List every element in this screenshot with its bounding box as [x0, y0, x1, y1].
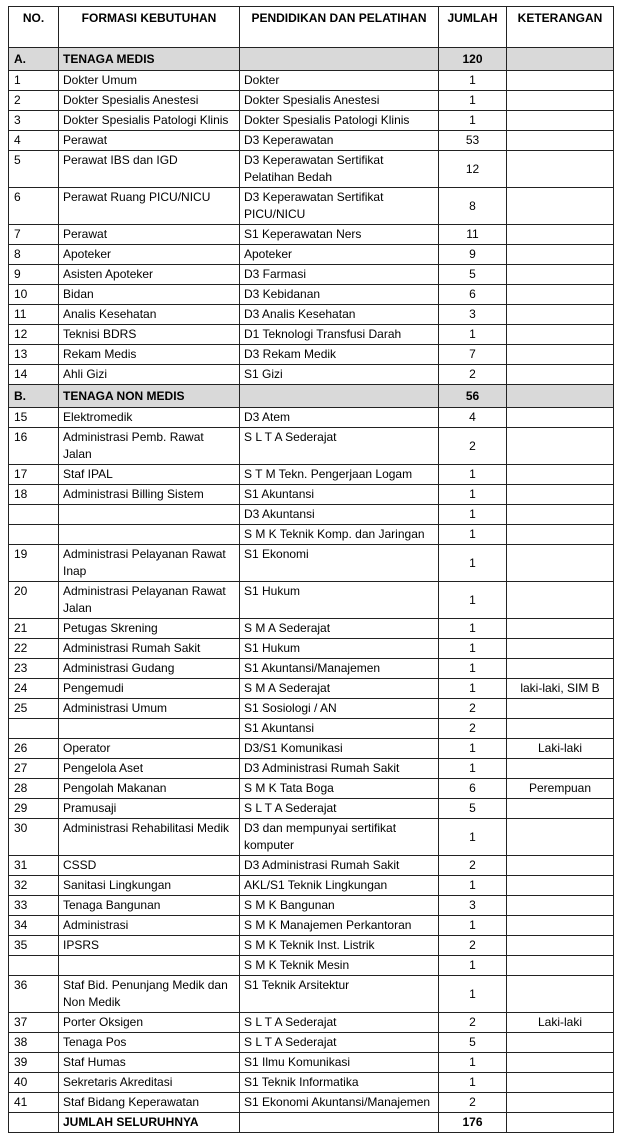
cell-formasi: Administrasi Billing Sistem — [59, 485, 240, 505]
cell-no — [9, 719, 59, 739]
cell-pendidikan: S M K Manajemen Perkantoran — [240, 916, 439, 936]
cell-keterangan — [507, 545, 614, 582]
cell-pendidikan: S L T A Sederajat — [240, 428, 439, 465]
cell-pendidikan — [240, 48, 439, 71]
cell-pendidikan: S M K Teknik Inst. Listrik — [240, 936, 439, 956]
table-row — [9, 659, 614, 679]
table-row — [9, 639, 614, 659]
cell-formasi: Administrasi Umum — [59, 699, 240, 719]
table-row — [9, 719, 614, 739]
cell-formasi: Petugas Skrening — [59, 619, 240, 639]
cell-formasi: Sanitasi Lingkungan — [59, 876, 240, 896]
table-row — [9, 1053, 614, 1073]
cell-keterangan — [507, 408, 614, 428]
table-row — [9, 225, 614, 245]
table-row — [9, 619, 614, 639]
cell-pendidikan: Apoteker — [240, 245, 439, 265]
cell-jumlah: 2 — [439, 719, 507, 739]
cell-jumlah: 2 — [439, 428, 507, 465]
table-row — [9, 131, 614, 151]
cell-formasi: Pengolah Makanan — [59, 779, 240, 799]
cell-no: 13 — [9, 345, 59, 365]
cell-formasi: Dokter Spesialis Anestesi — [59, 91, 240, 111]
cell-formasi: IPSRS — [59, 936, 240, 956]
cell-jumlah: 56 — [439, 385, 507, 408]
cell-jumlah: 12 — [439, 151, 507, 188]
cell-keterangan — [507, 896, 614, 916]
cell-pendidikan: S1 Ekonomi — [240, 545, 439, 582]
cell-no: 1 — [9, 71, 59, 91]
cell-pendidikan: D1 Teknologi Transfusi Darah — [240, 325, 439, 345]
cell-keterangan — [507, 582, 614, 619]
cell-keterangan — [507, 819, 614, 856]
cell-keterangan — [507, 639, 614, 659]
cell-pendidikan: D3 dan mempunyai sertifikat komputer — [240, 819, 439, 856]
cell-keterangan: laki-laki, SIM B — [507, 679, 614, 699]
cell-no: 25 — [9, 699, 59, 719]
cell-jumlah: 1 — [439, 111, 507, 131]
cell-formasi: Dokter Spesialis Patologi Klinis — [59, 111, 240, 131]
cell-keterangan — [507, 759, 614, 779]
cell-formasi: Tenaga Bangunan — [59, 896, 240, 916]
cell-no: 21 — [9, 619, 59, 639]
table-row — [9, 739, 614, 759]
cell-no: 26 — [9, 739, 59, 759]
table-row — [9, 188, 614, 225]
cell-pendidikan: D3 Atem — [240, 408, 439, 428]
cell-formasi: Administrasi — [59, 916, 240, 936]
table-row — [9, 71, 614, 91]
header-no: NO. — [9, 7, 59, 48]
cell-formasi: Perawat IBS dan IGD — [59, 151, 240, 188]
table-row — [9, 525, 614, 545]
cell-jumlah: 2 — [439, 365, 507, 385]
cell-pendidikan: D3 Analis Kesehatan — [240, 305, 439, 325]
table-row — [9, 976, 614, 1013]
cell-jumlah: 1 — [439, 465, 507, 485]
cell-pendidikan: S L T A Sederajat — [240, 1013, 439, 1033]
table-row — [9, 325, 614, 345]
cell-keterangan — [507, 719, 614, 739]
header-keterangan: KETERANGAN — [507, 7, 614, 48]
cell-keterangan — [507, 485, 614, 505]
table-row — [9, 1073, 614, 1093]
table-row — [9, 428, 614, 465]
cell-no — [9, 956, 59, 976]
cell-pendidikan: Dokter Spesialis Anestesi — [240, 91, 439, 111]
section-row — [9, 385, 614, 408]
cell-formasi: Operator — [59, 739, 240, 759]
cell-jumlah: 1 — [439, 71, 507, 91]
cell-jumlah: 1 — [439, 976, 507, 1013]
total-row — [9, 1113, 614, 1133]
cell-no: 31 — [9, 856, 59, 876]
table-row — [9, 285, 614, 305]
table-row — [9, 896, 614, 916]
cell-pendidikan: S M K Teknik Mesin — [240, 956, 439, 976]
cell-pendidikan: D3 Keperawatan Sertifikat PICU/NICU — [240, 188, 439, 225]
cell-keterangan — [507, 525, 614, 545]
cell-formasi: Teknisi BDRS — [59, 325, 240, 345]
cell-jumlah: 2 — [439, 1093, 507, 1113]
cell-no: 11 — [9, 305, 59, 325]
cell-no: 19 — [9, 545, 59, 582]
cell-pendidikan: Dokter — [240, 71, 439, 91]
cell-keterangan — [507, 188, 614, 225]
cell-no: 15 — [9, 408, 59, 428]
cell-jumlah: 1 — [439, 545, 507, 582]
cell-formasi — [59, 719, 240, 739]
cell-formasi: Rekam Medis — [59, 345, 240, 365]
cell-pendidikan: S T M Tekn. Pengerjaan Logam — [240, 465, 439, 485]
cell-pendidikan: S M A Sederajat — [240, 619, 439, 639]
cell-formasi: Porter Oksigen — [59, 1013, 240, 1033]
cell-keterangan — [507, 71, 614, 91]
cell-keterangan: Laki-laki — [507, 1013, 614, 1033]
cell-formasi: Staf Humas — [59, 1053, 240, 1073]
cell-formasi: Elektromedik — [59, 408, 240, 428]
cell-no: 35 — [9, 936, 59, 956]
formasi-table — [8, 6, 614, 1133]
cell-formasi: Administrasi Rumah Sakit — [59, 639, 240, 659]
cell-jumlah: 7 — [439, 345, 507, 365]
table-row — [9, 679, 614, 699]
cell-jumlah: 1 — [439, 619, 507, 639]
cell-pendidikan: S1 Hukum — [240, 639, 439, 659]
header-row — [9, 7, 614, 48]
cell-no: 33 — [9, 896, 59, 916]
cell-pendidikan: D3 Administrasi Rumah Sakit — [240, 759, 439, 779]
cell-pendidikan — [240, 385, 439, 408]
table-row — [9, 111, 614, 131]
cell-keterangan — [507, 325, 614, 345]
cell-formasi: Apoteker — [59, 245, 240, 265]
cell-pendidikan: S1 Akuntansi — [240, 719, 439, 739]
cell-jumlah: 1 — [439, 325, 507, 345]
cell-no: 12 — [9, 325, 59, 345]
table-row — [9, 245, 614, 265]
header-jumlah: JUMLAH — [439, 7, 507, 48]
table-row — [9, 305, 614, 325]
table-row — [9, 545, 614, 582]
cell-formasi: Ahli Gizi — [59, 365, 240, 385]
cell-formasi: Staf IPAL — [59, 465, 240, 485]
cell-pendidikan: AKL/S1 Teknik Lingkungan — [240, 876, 439, 896]
table-body — [9, 48, 614, 1133]
table-row — [9, 759, 614, 779]
cell-jumlah: 1 — [439, 739, 507, 759]
cell-no: 9 — [9, 265, 59, 285]
cell-keterangan — [507, 428, 614, 465]
cell-keterangan: Laki-laki — [507, 739, 614, 759]
cell-pendidikan: S1 Teknik Informatika — [240, 1073, 439, 1093]
cell-no: B. — [9, 385, 59, 408]
cell-no: 27 — [9, 759, 59, 779]
cell-no: 16 — [9, 428, 59, 465]
cell-formasi: Administrasi Pemb. Rawat Jalan — [59, 428, 240, 465]
cell-formasi: Tenaga Pos — [59, 1033, 240, 1053]
cell-no: 20 — [9, 582, 59, 619]
cell-no: 36 — [9, 976, 59, 1013]
table-row — [9, 956, 614, 976]
table-row — [9, 365, 614, 385]
cell-keterangan — [507, 699, 614, 719]
cell-pendidikan: S1 Gizi — [240, 365, 439, 385]
cell-jumlah: 1 — [439, 819, 507, 856]
cell-pendidikan: S1 Teknik Arsitektur — [240, 976, 439, 1013]
table-row — [9, 699, 614, 719]
table-row — [9, 799, 614, 819]
cell-keterangan — [507, 619, 614, 639]
cell-keterangan — [507, 385, 614, 408]
table-row — [9, 345, 614, 365]
cell-keterangan — [507, 285, 614, 305]
cell-no: 8 — [9, 245, 59, 265]
cell-formasi: CSSD — [59, 856, 240, 876]
cell-formasi: Perawat Ruang PICU/NICU — [59, 188, 240, 225]
cell-jumlah: 1 — [439, 525, 507, 545]
cell-pendidikan: S M A Sederajat — [240, 679, 439, 699]
cell-jumlah: 2 — [439, 856, 507, 876]
cell-formasi: Staf Bid. Penunjang Medik dan Non Medik — [59, 976, 240, 1013]
cell-formasi: Staf Bidang Keperawatan — [59, 1093, 240, 1113]
cell-pendidikan: S L T A Sederajat — [240, 1033, 439, 1053]
cell-jumlah: 1 — [439, 876, 507, 896]
cell-jumlah: 6 — [439, 779, 507, 799]
cell-pendidikan: S L T A Sederajat — [240, 799, 439, 819]
table-row — [9, 408, 614, 428]
cell-keterangan — [507, 856, 614, 876]
cell-no: 38 — [9, 1033, 59, 1053]
cell-formasi: Sekretaris Akreditasi — [59, 1073, 240, 1093]
table-row — [9, 485, 614, 505]
cell-keterangan — [507, 976, 614, 1013]
cell-pendidikan: D3 Keperawatan — [240, 131, 439, 151]
cell-jumlah: 1 — [439, 956, 507, 976]
cell-keterangan — [507, 465, 614, 485]
table-row — [9, 265, 614, 285]
cell-keterangan — [507, 345, 614, 365]
table-row — [9, 936, 614, 956]
cell-no: 34 — [9, 916, 59, 936]
cell-no — [9, 505, 59, 525]
cell-jumlah: 5 — [439, 265, 507, 285]
cell-no: 5 — [9, 151, 59, 188]
cell-formasi: TENAGA MEDIS — [59, 48, 240, 71]
cell-jumlah: 3 — [439, 305, 507, 325]
table-row — [9, 856, 614, 876]
cell-keterangan — [507, 876, 614, 896]
cell-formasi: Pengelola Aset — [59, 759, 240, 779]
cell-no: 4 — [9, 131, 59, 151]
cell-pendidikan: D3 Rekam Medik — [240, 345, 439, 365]
cell-keterangan — [507, 48, 614, 71]
cell-keterangan — [507, 1053, 614, 1073]
cell-keterangan — [507, 265, 614, 285]
cell-jumlah: 3 — [439, 896, 507, 916]
cell-pendidikan: S1 Keperawatan Ners — [240, 225, 439, 245]
cell-keterangan: Perempuan — [507, 779, 614, 799]
cell-keterangan — [507, 131, 614, 151]
cell-formasi: Bidan — [59, 285, 240, 305]
cell-no: 3 — [9, 111, 59, 131]
cell-jumlah: 9 — [439, 245, 507, 265]
cell-formasi: Administrasi Pelayanan Rawat Inap — [59, 545, 240, 582]
cell-no: 17 — [9, 465, 59, 485]
cell-no: 18 — [9, 485, 59, 505]
cell-no: 29 — [9, 799, 59, 819]
cell-pendidikan: D3 Farmasi — [240, 265, 439, 285]
cell-no: 28 — [9, 779, 59, 799]
header-formasi: FORMASI KEBUTUHAN — [59, 7, 240, 48]
cell-formasi: Asisten Apoteker — [59, 265, 240, 285]
cell-jumlah: 1 — [439, 505, 507, 525]
cell-no: 39 — [9, 1053, 59, 1073]
cell-keterangan — [507, 505, 614, 525]
cell-jumlah: 1 — [439, 582, 507, 619]
cell-jumlah: 2 — [439, 1013, 507, 1033]
cell-formasi: Analis Kesehatan — [59, 305, 240, 325]
cell-no: A. — [9, 48, 59, 71]
cell-keterangan — [507, 245, 614, 265]
cell-keterangan — [507, 1093, 614, 1113]
table-row — [9, 1033, 614, 1053]
cell-formasi — [59, 525, 240, 545]
cell-jumlah: 1 — [439, 91, 507, 111]
cell-keterangan — [507, 916, 614, 936]
cell-pendidikan: S1 Ilmu Komunikasi — [240, 1053, 439, 1073]
cell-jumlah: 1 — [439, 639, 507, 659]
cell-formasi: Administrasi Pelayanan Rawat Jalan — [59, 582, 240, 619]
cell-pendidikan: S1 Ekonomi Akuntansi/Manajemen — [240, 1093, 439, 1113]
cell-keterangan — [507, 365, 614, 385]
cell-keterangan — [507, 1033, 614, 1053]
cell-jumlah: 1 — [439, 916, 507, 936]
cell-no — [9, 525, 59, 545]
cell-jumlah: 2 — [439, 699, 507, 719]
cell-formasi: Perawat — [59, 131, 240, 151]
cell-jumlah: 1 — [439, 1073, 507, 1093]
cell-no: 24 — [9, 679, 59, 699]
cell-pendidikan: S1 Hukum — [240, 582, 439, 619]
cell-keterangan — [507, 1073, 614, 1093]
cell-no: 14 — [9, 365, 59, 385]
table-row — [9, 465, 614, 485]
cell-pendidikan: Dokter Spesialis Patologi Klinis — [240, 111, 439, 131]
cell-keterangan — [507, 151, 614, 188]
cell-no — [9, 1113, 59, 1133]
table-row — [9, 91, 614, 111]
cell-pendidikan: S M K Tata Boga — [240, 779, 439, 799]
cell-jumlah: 120 — [439, 48, 507, 71]
cell-formasi: JUMLAH SELURUHNYA — [59, 1113, 240, 1133]
cell-no: 32 — [9, 876, 59, 896]
cell-no: 6 — [9, 188, 59, 225]
cell-formasi: Dokter Umum — [59, 71, 240, 91]
table-row — [9, 916, 614, 936]
cell-formasi: TENAGA NON MEDIS — [59, 385, 240, 408]
cell-no: 37 — [9, 1013, 59, 1033]
cell-formasi: Pramusaji — [59, 799, 240, 819]
cell-formasi — [59, 505, 240, 525]
cell-pendidikan: S1 Akuntansi — [240, 485, 439, 505]
cell-pendidikan: S M K Bangunan — [240, 896, 439, 916]
cell-jumlah: 1 — [439, 679, 507, 699]
cell-pendidikan: S1 Sosiologi / AN — [240, 699, 439, 719]
cell-pendidikan: D3/S1 Komunikasi — [240, 739, 439, 759]
cell-pendidikan: S M K Teknik Komp. dan Jaringan — [240, 525, 439, 545]
cell-no: 23 — [9, 659, 59, 679]
cell-jumlah: 11 — [439, 225, 507, 245]
cell-formasi: Administrasi Gudang — [59, 659, 240, 679]
cell-no: 30 — [9, 819, 59, 856]
cell-pendidikan — [240, 1113, 439, 1133]
cell-keterangan — [507, 659, 614, 679]
cell-keterangan — [507, 225, 614, 245]
table-row — [9, 1093, 614, 1113]
cell-pendidikan: D3 Kebidanan — [240, 285, 439, 305]
cell-jumlah: 6 — [439, 285, 507, 305]
cell-jumlah: 8 — [439, 188, 507, 225]
cell-jumlah: 5 — [439, 799, 507, 819]
cell-no: 7 — [9, 225, 59, 245]
cell-pendidikan: D3 Keperawatan Sertifikat Pelatihan Bedah — [240, 151, 439, 188]
table-row — [9, 876, 614, 896]
cell-no: 2 — [9, 91, 59, 111]
cell-jumlah: 5 — [439, 1033, 507, 1053]
cell-jumlah: 4 — [439, 408, 507, 428]
cell-formasi: Perawat — [59, 225, 240, 245]
cell-keterangan — [507, 91, 614, 111]
cell-jumlah: 1 — [439, 759, 507, 779]
cell-keterangan — [507, 956, 614, 976]
cell-jumlah: 53 — [439, 131, 507, 151]
cell-keterangan — [507, 1113, 614, 1133]
section-row — [9, 48, 614, 71]
cell-keterangan — [507, 936, 614, 956]
cell-pendidikan: D3 Administrasi Rumah Sakit — [240, 856, 439, 876]
table-row — [9, 151, 614, 188]
cell-no: 22 — [9, 639, 59, 659]
cell-jumlah: 1 — [439, 659, 507, 679]
cell-pendidikan: D3 Akuntansi — [240, 505, 439, 525]
cell-jumlah: 1 — [439, 1053, 507, 1073]
cell-pendidikan: S1 Akuntansi/Manajemen — [240, 659, 439, 679]
cell-formasi — [59, 956, 240, 976]
cell-jumlah: 1 — [439, 485, 507, 505]
cell-keterangan — [507, 799, 614, 819]
cell-formasi: Administrasi Rehabilitasi Medik — [59, 819, 240, 856]
cell-no: 40 — [9, 1073, 59, 1093]
table-row — [9, 1013, 614, 1033]
table-header — [9, 7, 614, 48]
table-row — [9, 582, 614, 619]
table-row — [9, 779, 614, 799]
cell-no: 10 — [9, 285, 59, 305]
header-pendidikan: PENDIDIKAN DAN PELATIHAN — [240, 7, 439, 48]
table-row — [9, 819, 614, 856]
cell-keterangan — [507, 305, 614, 325]
cell-keterangan — [507, 111, 614, 131]
cell-jumlah: 176 — [439, 1113, 507, 1133]
cell-jumlah: 2 — [439, 936, 507, 956]
cell-formasi: Pengemudi — [59, 679, 240, 699]
cell-no: 41 — [9, 1093, 59, 1113]
table-row — [9, 505, 614, 525]
